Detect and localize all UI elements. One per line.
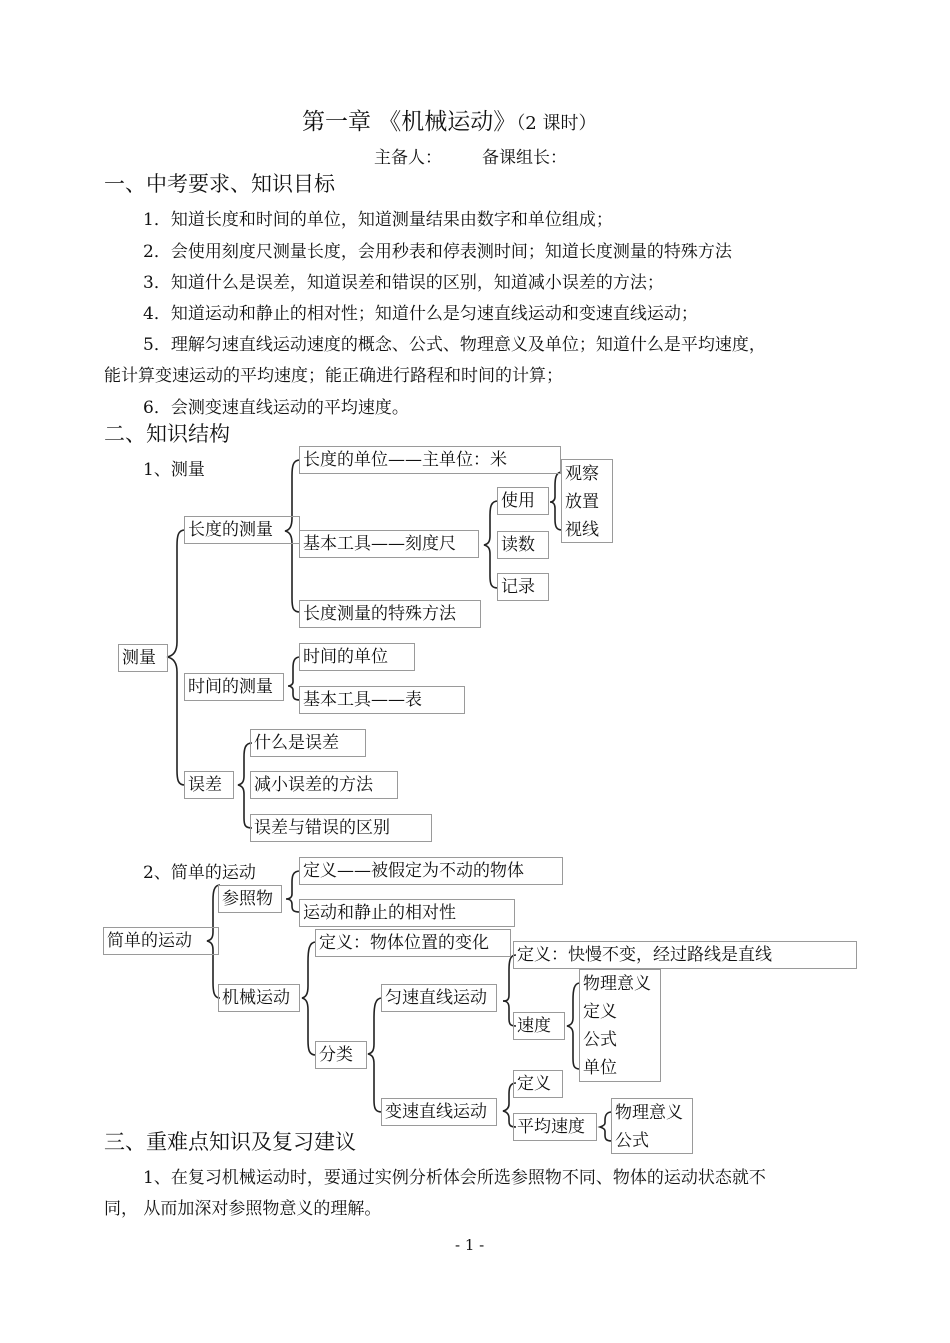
node-uniform-def: 定义：快慢不变，经过路线是直线 (513, 941, 857, 969)
title-main: 第一章 《机械运动》 (302, 109, 517, 135)
node-error-reduce: 减小误差的方法 (250, 771, 398, 799)
title-suffix: （2 课时） (516, 113, 597, 134)
subheading-measurement: 1、测量 (143, 460, 205, 480)
node-classify: 分类 (315, 1041, 367, 1069)
advice-paragraph-line1: 1、在复习机械运动时，要通过实例分析体会所选参照物不同、物体的运动状态就不 (143, 1168, 766, 1188)
node-read: 读数 (497, 531, 549, 559)
node-variable-def: 定义 (513, 1070, 563, 1098)
node-speed: 速度 (513, 1012, 565, 1040)
node-record: 记录 (497, 573, 549, 601)
avg-item: 公式 (615, 1131, 649, 1151)
node-reference-def: 定义——被假定为不动的物体 (299, 857, 563, 885)
advice-paragraph-line2: 同， 从而加深对参照物意义的理解。 (104, 1199, 382, 1219)
node-mechanical-motion: 机械运动 (218, 984, 300, 1012)
node-time-measurement: 时间的测量 (184, 673, 284, 701)
objective-item: 5．理解匀速直线运动速度的概念、公式、物理意义及单位；知道什么是平均速度， (143, 335, 766, 355)
node-special-method: 长度测量的特殊方法 (299, 600, 481, 628)
leader-label: 备课组长： (482, 148, 567, 168)
node-reference: 参照物 (218, 885, 282, 913)
node-time-tool: 基本工具——表 (299, 686, 465, 714)
objective-item: 3．知道什么是误差，知道误差和错误的区别，知道减小误差的方法； (143, 273, 664, 293)
preparer-label: 主备人： (374, 148, 442, 168)
node-reference-relativity: 运动和静止的相对性 (299, 899, 515, 927)
speed-item: 公式 (583, 1030, 617, 1050)
node-variable-motion: 变速直线运动 (381, 1098, 497, 1126)
speed-item: 定义 (583, 1002, 617, 1022)
use-item: 放置 (565, 492, 599, 512)
speed-item: 物理意义 (583, 974, 651, 994)
node-mechanical-def: 定义：物体位置的变化 (315, 929, 511, 957)
use-item: 观察 (565, 464, 599, 484)
speed-item: 单位 (583, 1058, 617, 1078)
objective-item-continued: 能计算变速运动的平均速度；能正确进行路程和时间的计算； (104, 366, 563, 386)
node-speed-items (579, 969, 661, 1082)
node-average-items (611, 1098, 693, 1154)
objective-item: 1．知道长度和时间的单位，知道测量结果由数字和单位组成； (143, 210, 613, 230)
objective-item: 6．会测变速直线运动的平均速度。 (143, 398, 409, 418)
node-length-measurement: 长度的测量 (184, 516, 300, 544)
node-error-diff: 误差与错误的区别 (250, 814, 432, 842)
node-uniform-motion: 匀速直线运动 (381, 984, 497, 1012)
avg-item: 物理意义 (615, 1103, 683, 1123)
section-1-heading: 一、中考要求、知识目标 (104, 172, 335, 196)
node-measurement: 测量 (118, 644, 168, 672)
objective-item: 4．知道运动和静止的相对性；知道什么是匀速直线运动和变速直线运动； (143, 304, 698, 324)
objective-item: 2．会使用刻度尺测量长度，会用秒表和停表测时间；知道长度测量的特殊方法 (143, 242, 732, 262)
node-error-what: 什么是误差 (250, 729, 366, 757)
page-number: - 1 - (455, 1236, 485, 1254)
node-length-tool: 基本工具——刻度尺 (299, 530, 479, 558)
node-length-unit: 长度的单位——主单位：米 (299, 446, 561, 474)
node-time-unit: 时间的单位 (299, 643, 415, 671)
subheading-simple-motion: 2、简单的运动 (143, 863, 256, 883)
node-use-items (561, 459, 613, 543)
section-2-heading: 二、知识结构 (104, 422, 230, 446)
section-3-heading: 三、重难点知识及复习建议 (104, 1130, 356, 1154)
node-average-speed: 平均速度 (513, 1113, 597, 1141)
use-item: 视线 (565, 520, 599, 540)
node-use: 使用 (497, 487, 549, 515)
node-error: 误差 (184, 771, 234, 799)
node-simple-motion: 简单的运动 (103, 927, 219, 955)
